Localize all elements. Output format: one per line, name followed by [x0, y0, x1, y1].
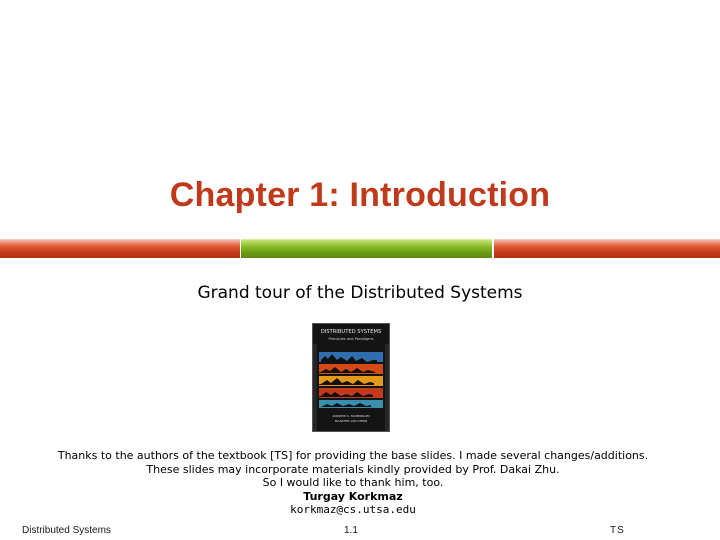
author-email: korkmaz@cs.utsa.edu [290, 503, 416, 517]
divider-bar-left [0, 239, 240, 258]
book-cover-image [312, 323, 390, 432]
author-name: Turgay Korkmaz [303, 489, 403, 503]
book-cover-subtitle: Principles and Paradigms [328, 337, 374, 341]
book-cover-author-1: ANDREW S. TANENBAUM [332, 414, 370, 418]
credits-block [0, 449, 706, 517]
footer-slide-number: 1.1 [344, 525, 358, 536]
book-cover-author-2: MAARTEN VAN STEEN [334, 419, 368, 423]
footer-course-name: Distributed Systems [22, 525, 111, 536]
footer-source-tag: TS [610, 525, 625, 536]
book-cover-art [313, 324, 389, 431]
credits-line-1: Thanks to the authors of the textbook [TS] for providing the base slides. I made several changes/additions. [57, 449, 649, 462]
slide-title: Chapter 1: Introduction [169, 176, 551, 214]
credits-line-3: So I would like to thank him, too. [262, 476, 444, 490]
divider-bar-right [494, 239, 720, 258]
divider-bar-center [241, 239, 492, 258]
book-cover-title: DISTRIBUTED SYSTEMS [320, 329, 382, 335]
slide-subtitle: Grand tour of the Distributed Systems [197, 283, 523, 303]
credits-line-2: These slides may incorporate materials kindly provided by Prof. Dakai Zhu. [146, 462, 560, 476]
